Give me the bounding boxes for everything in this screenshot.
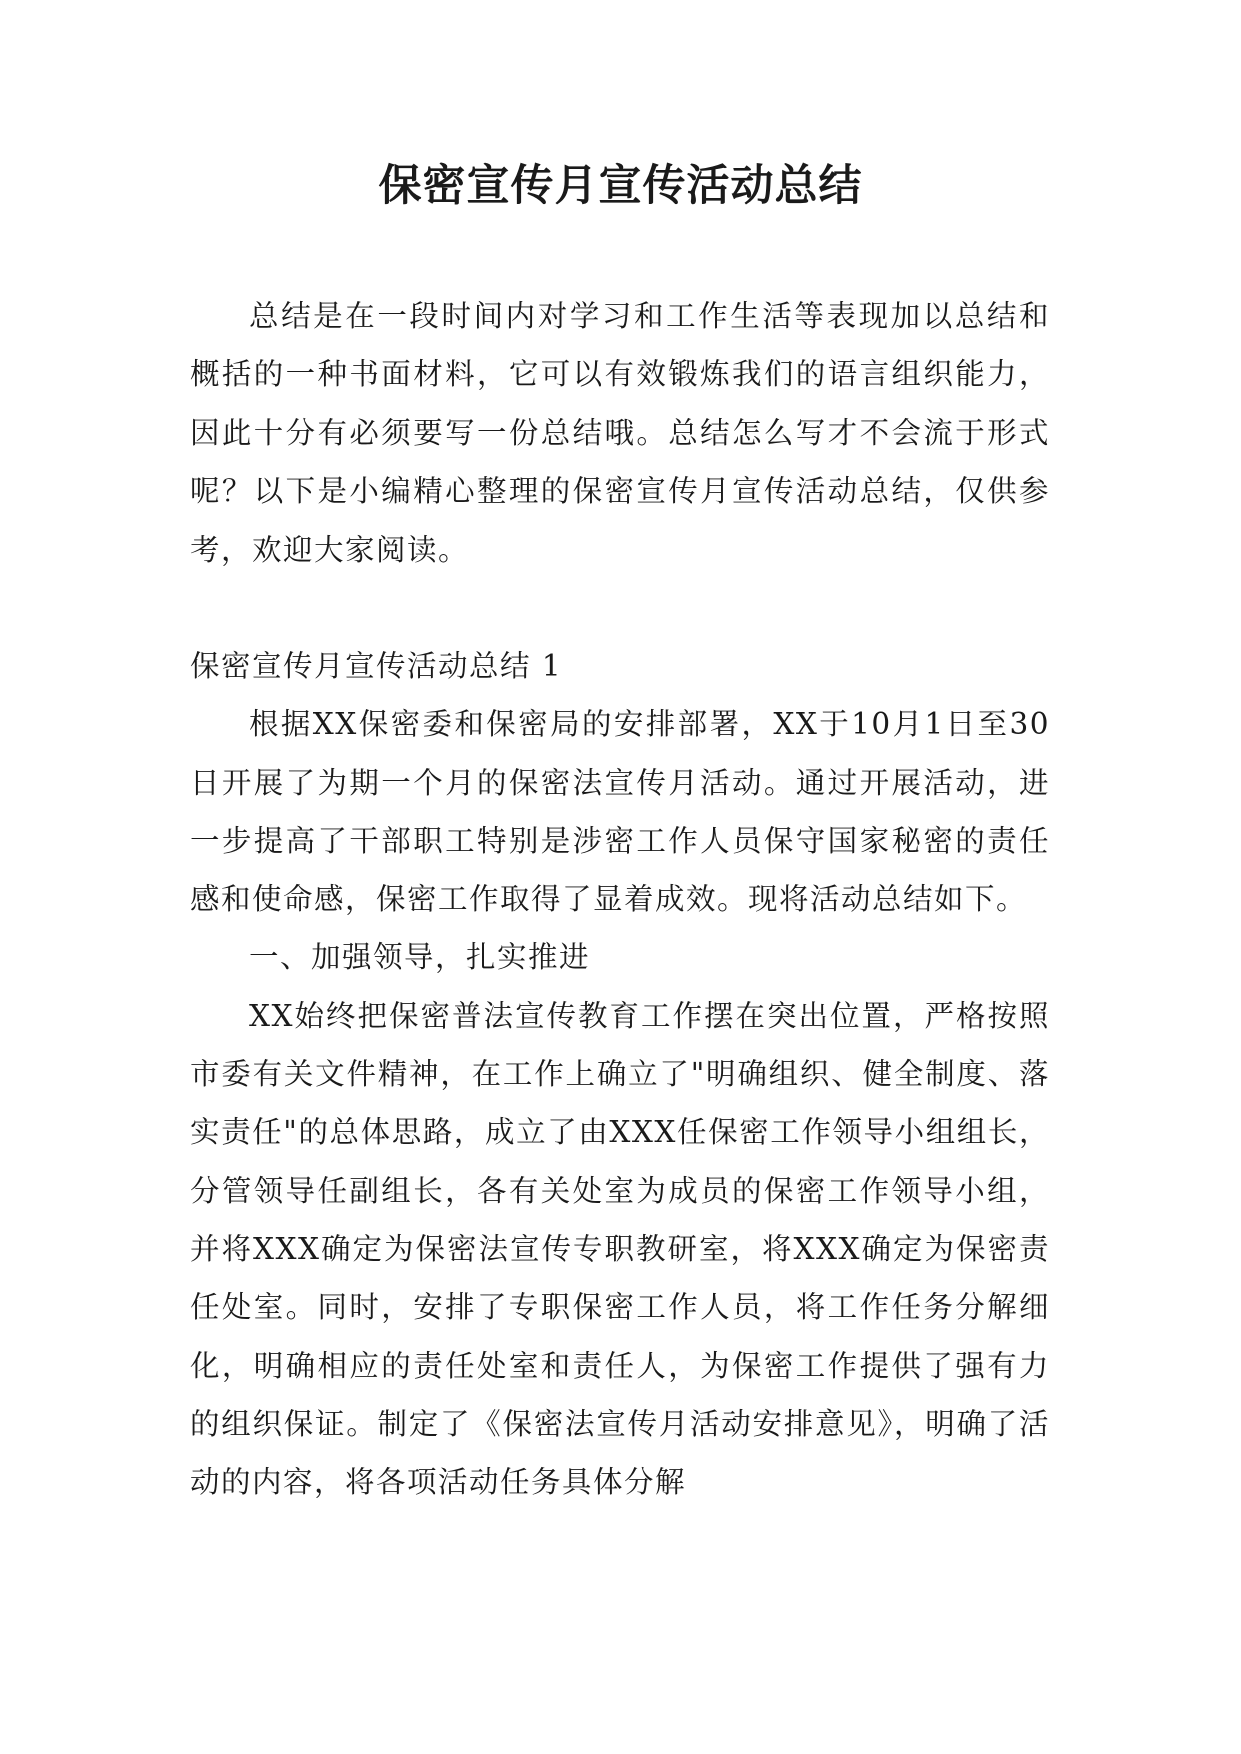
intro-block: [190, 287, 1050, 579]
main-content: [190, 637, 1050, 1511]
intro-paragraph: 总结是在一段时间内对学习和工作生活等表现加以总结和概括的一种书面材料，它可以有效锻炼我们的语言组织能力，因此十分有必须要写一份总结哦。总结怎么写才不会流于形式呢？以下是小编精心整理的保密宣传月宣传活动总结，仅供参考，欢迎大家阅读。: [190, 299, 1050, 567]
paragraph-1: 根据XX保密委和保密局的安排部署，XX于10月1日至30日开展了为期一个月的保密法宣传月活动。通过开展活动，进一步提高了干部职工特别是涉密工作人员保守国家秘密的责任感和使命感，保密工作取得了显着成效。现将活动总结如下。: [190, 707, 1050, 917]
paragraph-2: XX始终把保密普法宣传教育工作摆在突出位置，严格按照市委有关文件精神，在工作上确立了"明确组织、健全制度、落实责任"的总体思路，成立了由XXX任保密工作领导小组组长，分管领导任副组长，各有关处室为成员的保密工作领导小组，并将XXX确定为保密法宣传专职教研室，将XXX确定为保密责任处室。同时，安排了专职保密工作人员，将工作任务分解细化，明确相应的责任处室和责任人，为保密工作提供了强有力的组织保证。制定了《保密法宣传月活动安排意见》，明确了活动的内容，将各项活动任务具体分解: [190, 998, 1050, 1500]
document-title: 保密宣传月宣传活动总结: [378, 161, 863, 211]
section-title: 保密宣传月宣传活动总结 1: [190, 649, 563, 683]
heading-1: 一、加强领导，扎实推进: [249, 940, 591, 975]
